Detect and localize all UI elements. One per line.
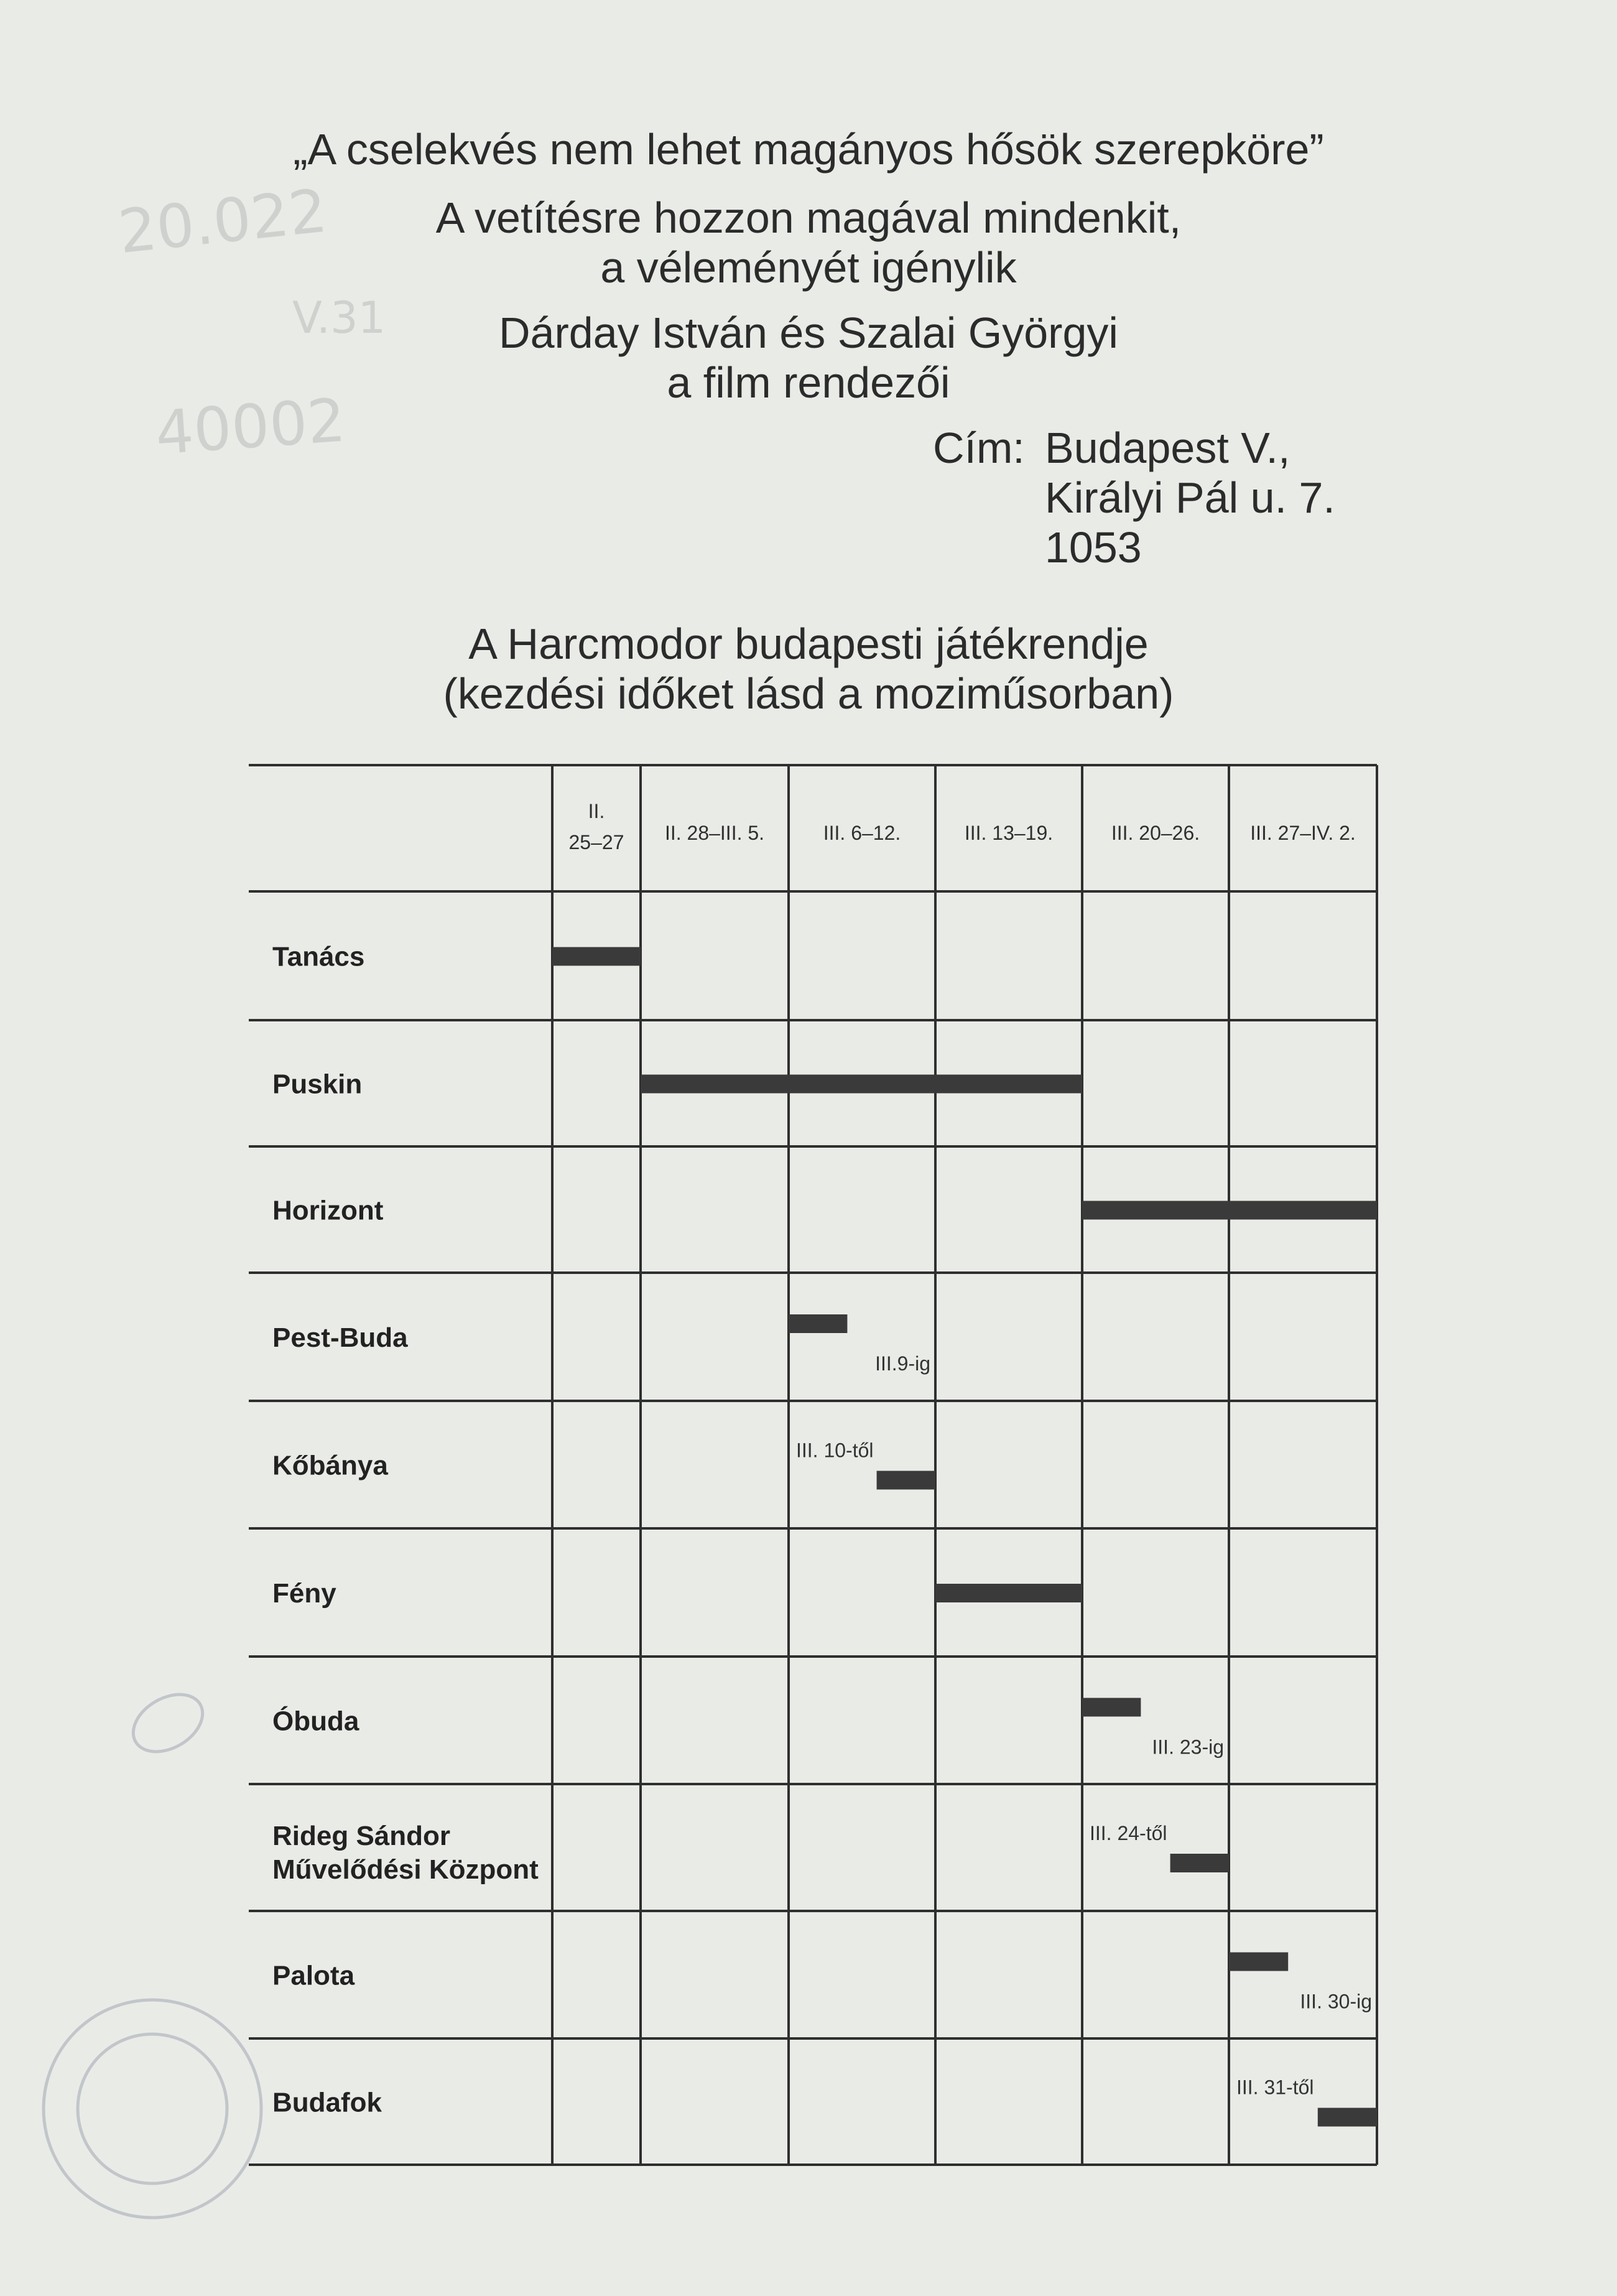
week-header: III. 20–26.: [1111, 822, 1200, 844]
screening-bar: [641, 1075, 1082, 1094]
cinema-name: Óbuda: [272, 1706, 359, 1737]
cinema-name: Puskin: [272, 1069, 363, 1100]
cinema-name: Horizont: [272, 1195, 384, 1226]
directors-line-2: a film rendezői: [667, 358, 950, 407]
schedule-subtitle: (kezdési időket lásd a moziműsorban): [443, 669, 1174, 718]
cinema-name: Budafok: [272, 2087, 382, 2118]
cinema-name: Kőbánya: [272, 1450, 388, 1481]
cinema-name: Rideg Sándor: [272, 1821, 451, 1851]
cinema-name: Fény: [272, 1578, 336, 1609]
address-line-2: Királyi Pál u. 7.: [1045, 473, 1335, 522]
address-line-1: Budapest V.,: [1045, 424, 1290, 472]
screening-bar: [1082, 1698, 1141, 1717]
screening-bar: [877, 1471, 935, 1490]
directors-line-1: Dárday István és Szalai Györgyi: [499, 309, 1118, 357]
week-header: II. 28–III. 5.: [664, 822, 765, 844]
quote-text: „A cselekvés nem lehet magányos hősök szerepköre”: [293, 125, 1324, 174]
invite-line-1: A vetítésre hozzon magával mindenkit,: [435, 193, 1182, 242]
cinema-name-line-2: Művelődési Központ: [272, 1854, 539, 1885]
handwritten-mark: 40002: [153, 385, 348, 468]
screening-note: III. 30-ig: [1300, 1990, 1372, 2013]
week-header: III. 27–IV. 2.: [1250, 822, 1356, 844]
cinema-name: Tanács: [272, 941, 365, 972]
invite-line-2: a véleményét igénylik: [600, 243, 1017, 292]
week-header: III. 6–12.: [823, 822, 901, 844]
week-header-line-1: II.: [588, 800, 605, 822]
screening-bar: [1170, 1854, 1229, 1872]
screening-note: III. 23-ig: [1152, 1736, 1224, 1759]
week-header: III. 13–19.: [964, 822, 1054, 844]
schedule-title: A Harcmodor budapesti játékrendje: [468, 620, 1149, 668]
address-postcode: 1053: [1045, 523, 1142, 572]
handwritten-mark: V.31: [292, 292, 386, 343]
address-label: Cím:: [933, 424, 1025, 472]
screening-note: III. 24-től: [1090, 1822, 1167, 1844]
cinema-name: Palota: [272, 1960, 355, 1991]
week-header-line-2: 25–27: [568, 831, 624, 853]
screening-bar: [789, 1314, 847, 1333]
screening-bar: [1082, 1201, 1377, 1220]
screening-bar: [552, 947, 641, 966]
screening-note: III. 10-től: [796, 1439, 874, 1462]
screening-note: III. 31-től: [1236, 2076, 1314, 2099]
screening-bar: [935, 1584, 1082, 1602]
cinema-name: Pest-Buda: [272, 1322, 408, 1353]
screening-bar: [1229, 1953, 1288, 1971]
handwritten-mark: 20.022: [115, 175, 330, 267]
screening-bar: [1318, 2108, 1377, 2127]
screening-note: III.9-ig: [875, 1352, 930, 1375]
